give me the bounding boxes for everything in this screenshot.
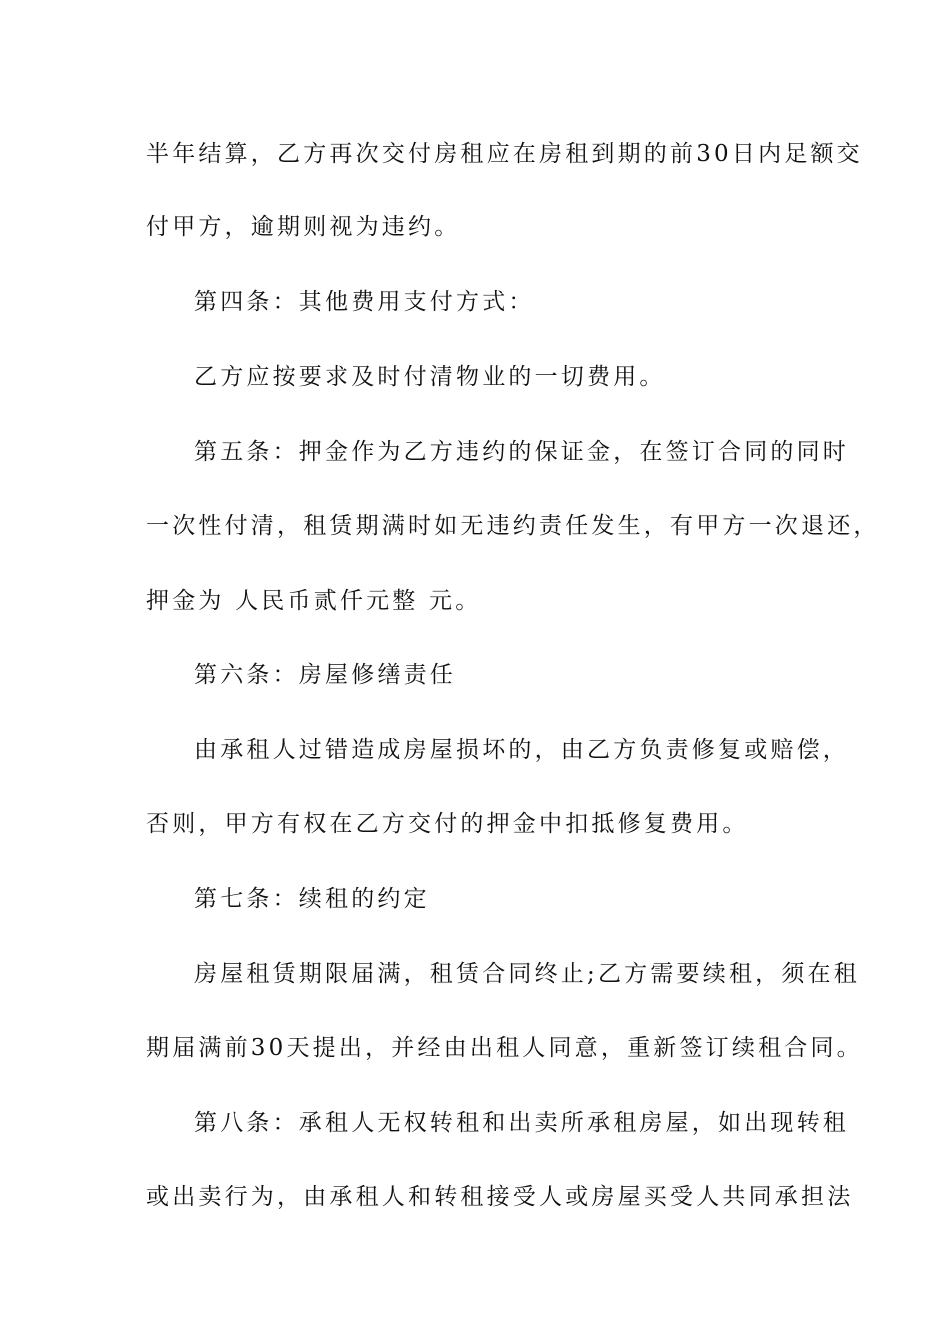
- text-line: 期届满前30天提出，并经由出租人同意，重新签订续租合同。: [146, 1035, 863, 1061]
- section-heading: 第八条：承租人无权转租和出卖所承租房屋，如出现转租: [194, 1110, 849, 1136]
- text-line: 一次性付清，租赁期满时如无违约责任发生，有甲方一次退还，: [146, 513, 880, 539]
- section-heading: 第四条：其他费用支付方式：: [194, 289, 535, 315]
- text-line: 半年结算，乙方再次交付房租应在房租到期的前30日内足额交: [146, 141, 863, 167]
- section-heading: 第六条：房屋修缮责任: [194, 662, 456, 688]
- text-line: 押金为 人民币贰仟元整 元。: [146, 588, 482, 614]
- text-line: 乙方应按要求及时付清物业的一切费用。: [194, 364, 666, 390]
- text-line: 付甲方，逾期则视为违约。: [146, 214, 461, 240]
- text-line: 由承租人过错造成房屋损坏的，由乙方负责修复或赔偿，: [194, 737, 849, 763]
- section-heading: 第五条：押金作为乙方违约的保证金，在签订合同的同时: [194, 439, 849, 465]
- text-line: 或出卖行为，由承租人和转租接受人或房屋买受人共同承担法: [146, 1184, 854, 1210]
- text-line: 否则，甲方有权在乙方交付的押金中扣抵修复费用。: [146, 811, 749, 837]
- section-heading: 第七条：续租的约定: [194, 886, 430, 912]
- text-line: 房屋租赁期限届满，租赁合同终止;乙方需要续租，须在租: [194, 961, 860, 987]
